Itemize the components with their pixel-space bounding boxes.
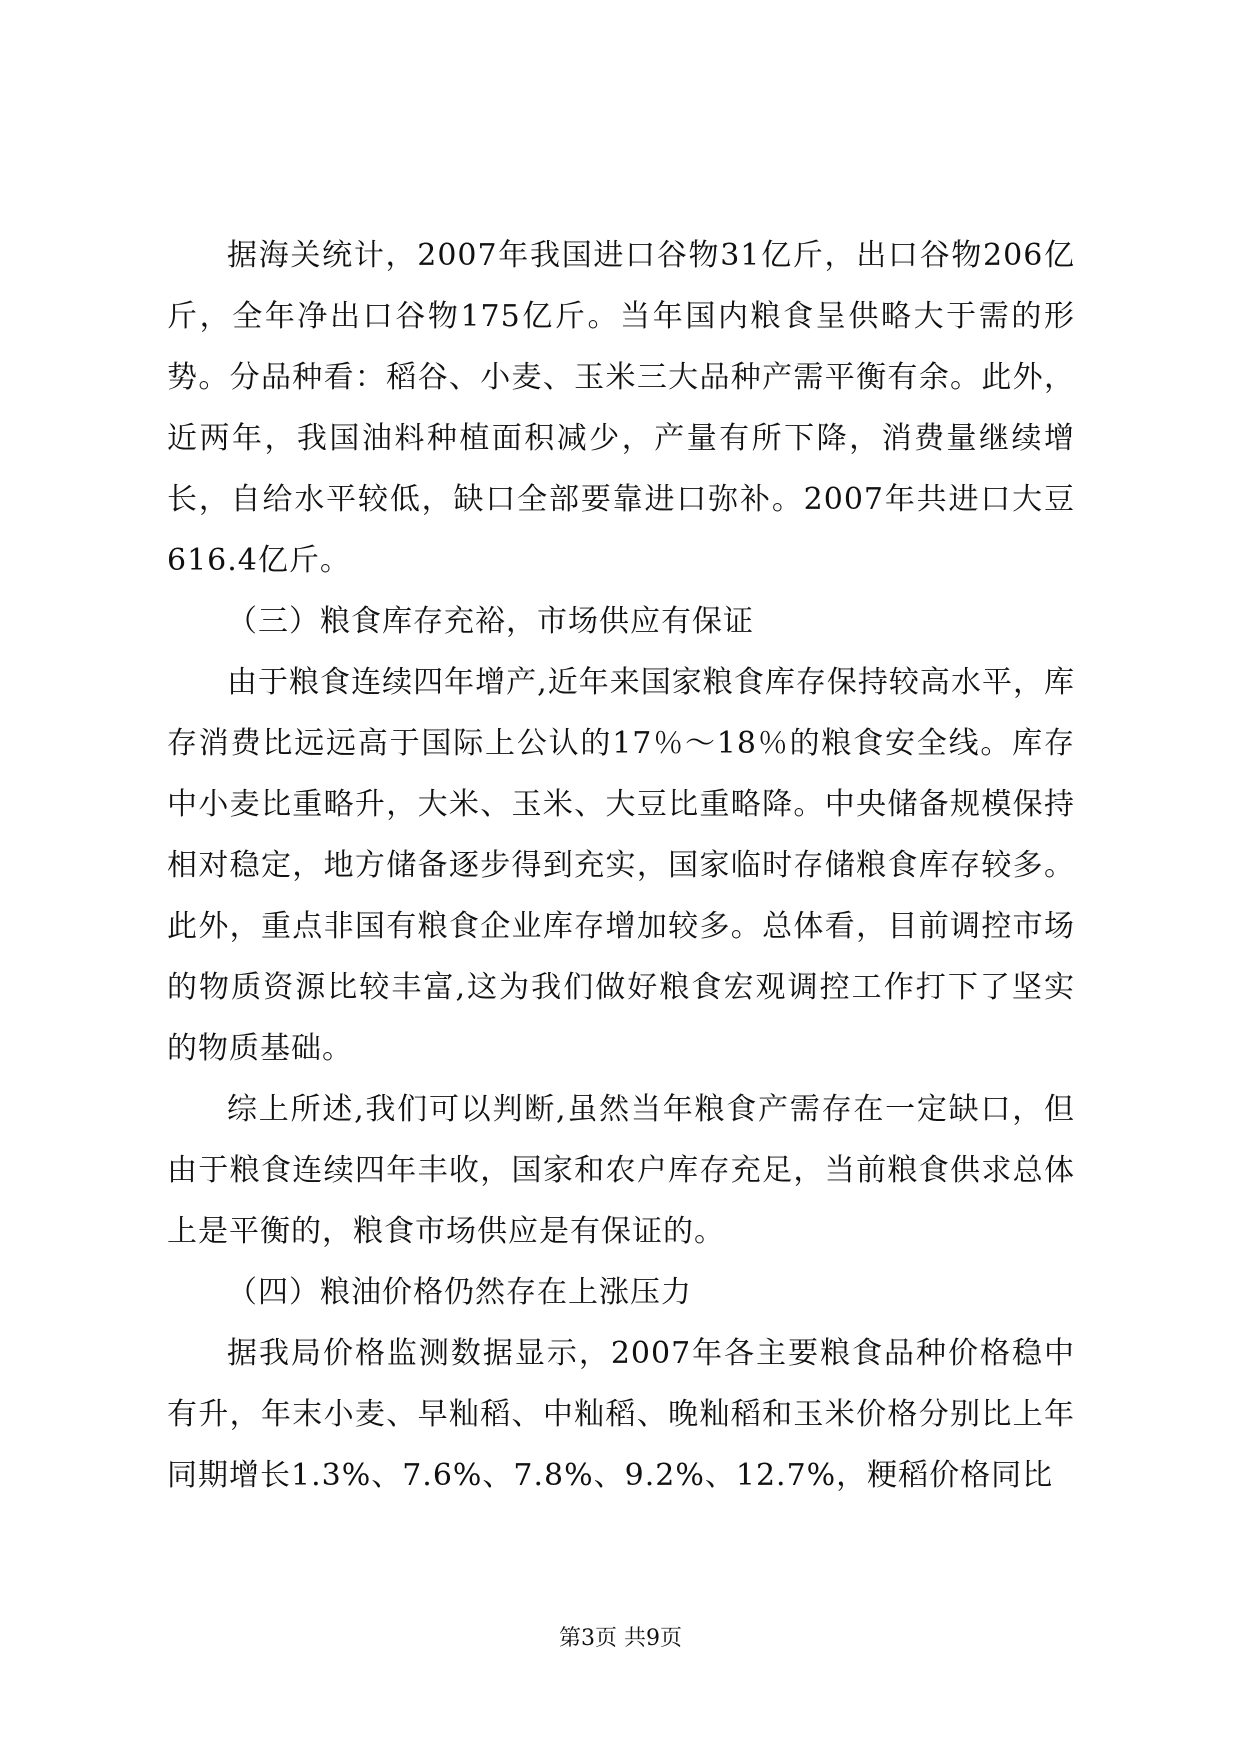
page-number: 第3页 共9页 [559,1626,682,1651]
paragraph-price-monitoring: 据我局价格监测数据显示，2007年各主要粮食品种价格稳中有升，年末小麦、早籼稻、中籼稻、晚籼稻和玉米价格分别比上年同期增长1.3%、7.6%、7.8%、9.2%、12.7%，粳稻价格同比 [167,1336,1075,1493]
paragraph-summary: 综上所述,我们可以判断,虽然当年粮食产需存在一定缺口，但由于粮食连续四年丰收，国家和农户库存充足，当前粮食供求总体上是平衡的，粮食市场供应是有保证的。 [167,1092,1075,1249]
section-heading-price-pressure: （四）粮油价格仍然存在上涨压力 [227,1275,692,1310]
paragraph-grain-reserves: 由于粮食连续四年增产,近年来国家粮食库存保持较高水平，库存消费比远远高于国际上公认的17％～18％的粮食安全线。库存中小麦比重略升，大米、玉米、大豆比重略降。中央储备规模保持相对稳定，地方储备逐步得到充实，国家临时存储粮食库存较多。此外，重点非国有粮食企业库存增加较多。总体看，目前调控市场的物质资源比较丰富,这为我们做好粮食宏观调控工作打下了坚实的物质基础。 [167,665,1075,1066]
page-footer [0,1624,1241,1654]
section-heading-grain-reserves: （三）粮食库存充裕，市场供应有保证 [227,604,754,639]
document-body [167,225,1075,1506]
paragraph-customs-statistics: 据海关统计，2007年我国进口谷物31亿斤，出口谷物206亿斤，全年净出口谷物175亿斤。当年国内粮食呈供略大于需的形势。分品种看：稻谷、小麦、玉米三大品种产需平衡有余。此外，近两年，我国油料种植面积减少，产量有所下降，消费量继续增长，自给水平较低，缺口全部要靠进口弥补。2007年共进口大豆616.4亿斤。 [167,238,1075,578]
